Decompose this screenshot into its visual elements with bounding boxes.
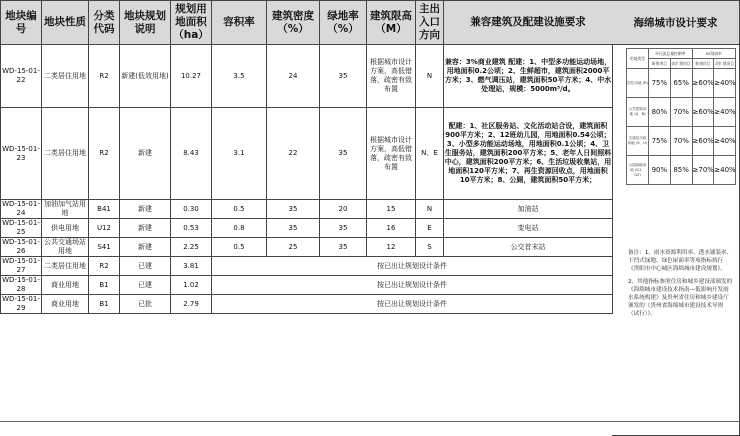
cell-area: 10.27	[171, 45, 212, 108]
table-row	[1, 200, 613, 219]
cell-desc: 已建	[120, 276, 171, 295]
cell-height: 16	[367, 219, 416, 238]
cell-id: WD-15-01-24	[2, 200, 40, 217]
sponge-row	[627, 98, 736, 127]
sponge-subhead: 新建项目	[692, 59, 714, 69]
sponge-city-panel	[612, 0, 740, 436]
sponge-col-head: 年径流总量控制率	[649, 49, 693, 59]
cell-area: 2.79	[171, 295, 212, 314]
cell-desc: 已建	[120, 257, 171, 276]
cell-far: 3.1	[212, 108, 267, 200]
cell-green: 35	[320, 45, 367, 108]
cell-nature: 公共交通场站用地	[42, 238, 89, 257]
cell-nature: 商业用地	[42, 295, 89, 314]
header-green: 绿地率（%）	[320, 1, 367, 45]
sponge-value: 75%	[649, 127, 671, 156]
cell-desc: 新建	[120, 200, 171, 219]
cell-id: WD-15-01-22	[1, 45, 42, 108]
cell-far: 3.5	[212, 45, 267, 108]
header-plot-no: 地块编号	[1, 1, 42, 45]
sponge-value: ≥40%	[714, 156, 736, 185]
sponge-row	[627, 127, 736, 156]
cell-height: 12	[367, 238, 416, 257]
cell-area: 3.81	[171, 257, 212, 276]
sponge-row-label: 公园绿地用地 (G1、G2)	[627, 156, 649, 185]
cell-code: S41	[89, 238, 120, 257]
cell-id: WD-15-01-23	[1, 108, 42, 200]
cell-green: 35	[320, 219, 367, 238]
cell-height: 15	[367, 200, 416, 219]
sponge-note: 备注：1、雨水资源利用率、透水铺装率、下凹式绿地、绿色屋面率等项指标执行《贵阳市中心城区海绵城市建设规划》。	[628, 250, 733, 273]
cell-desc: 已批	[120, 295, 171, 314]
cell-requirements: 加油站	[444, 200, 613, 219]
cell-id: WD-15-01-26	[2, 238, 40, 255]
cell-nature: 商业用地	[42, 276, 89, 295]
sponge-requirements-table	[626, 48, 736, 185]
cell-nature: 供电用地	[42, 219, 89, 238]
cell-height: 根据城市设计方案，高低错落，疏密有致布置	[367, 108, 416, 200]
cell-note: 按已出让规划设计条件	[212, 276, 613, 295]
table-row	[1, 238, 613, 257]
cell-requirements: 公交首末站	[444, 238, 613, 257]
header-nature: 地块性质	[42, 1, 89, 45]
cell-note: 按已出让规划设计条件	[212, 295, 613, 314]
sponge-value: ≥70%	[692, 156, 714, 185]
header-facilities: 兼容建筑及配建设施要求	[444, 1, 613, 45]
sponge-value: ≥40%	[714, 69, 736, 98]
header-desc: 地块规划说明	[120, 1, 171, 45]
cell-green: 35	[320, 108, 367, 200]
header-entrance: 主出入口方向	[416, 1, 444, 45]
table-row	[1, 257, 613, 276]
sponge-value: 70%	[670, 98, 692, 127]
table-header-row	[1, 1, 613, 45]
header-density: 建筑密度（%）	[267, 1, 320, 45]
cell-code: B1	[89, 295, 120, 314]
cell-nature: 二类居住用地	[42, 257, 89, 276]
cell-area: 8.43	[171, 108, 212, 200]
cell-density: 35	[267, 219, 320, 238]
table-row	[1, 108, 613, 200]
cell-requirements: 兼容：3%商业建筑 配建：1、中型多功能运动场地，用地面积0.2公顷；2、生鲜超市，建筑面积2000平方米；3、燃气调压站，建筑面积50平方米；4、中水处理站，规模：5000m³/d。	[444, 45, 613, 108]
cell-desc: 新建	[120, 108, 171, 200]
sponge-row-head: 用地类型	[627, 49, 649, 69]
sponge-value: ≥40%	[714, 98, 736, 127]
cell-code: R2	[89, 45, 120, 108]
sponge-col-head2: SS削减率	[692, 49, 736, 59]
cell-desc: 新建(低效用地)	[120, 45, 171, 108]
cell-nature: 二类居住用地	[42, 108, 89, 200]
cell-area: 0.53	[171, 219, 212, 238]
sponge-value: ≥40%	[714, 127, 736, 156]
cell-far: 0.5	[212, 200, 267, 219]
cell-id: WD-15-01-27	[2, 257, 40, 274]
cell-id: WD-15-01-25	[2, 219, 40, 236]
sponge-value: ≥60%	[692, 98, 714, 127]
cell-density: 35	[267, 200, 320, 219]
sponge-row	[627, 69, 736, 98]
cell-entrance: N	[416, 200, 444, 219]
cell-density: 22	[267, 108, 320, 200]
cell-far: 0.5	[212, 238, 267, 257]
header-height: 建筑限高（M）	[367, 1, 416, 45]
cell-code: B41	[89, 200, 120, 219]
cell-code: R2	[89, 257, 120, 276]
cell-code: B1	[89, 276, 120, 295]
cell-requirements: 变电站	[444, 219, 613, 238]
sponge-subhead: 改扩建项目	[714, 59, 736, 69]
sponge-value: 75%	[649, 69, 671, 98]
cell-green: 35	[320, 238, 367, 257]
cell-entrance: N、E	[416, 108, 444, 200]
cell-green: 20	[320, 200, 367, 219]
cell-nature: 二类居住用地	[42, 45, 89, 108]
sponge-value: 70%	[670, 127, 692, 156]
table-row	[1, 219, 613, 238]
cell-area: 1.02	[171, 276, 212, 295]
sponge-row-label: 公共建筑用地 (A、B)	[627, 98, 649, 127]
sponge-value: 80%	[649, 98, 671, 127]
sponge-value: ≥60%	[692, 69, 714, 98]
cell-entrance: N	[416, 45, 444, 108]
cell-area: 0.30	[171, 200, 212, 219]
sponge-notes	[628, 249, 734, 323]
cell-density: 24	[267, 45, 320, 108]
cell-nature: 加油加气站用地	[42, 200, 89, 219]
cell-note: 按已出让规划设计条件	[212, 257, 613, 276]
table-row	[1, 295, 613, 314]
header-area: 规划用地面积（ha）	[171, 1, 212, 45]
sponge-value: 90%	[649, 156, 671, 185]
cell-entrance: E	[416, 219, 444, 238]
cell-entrance: S	[416, 238, 444, 257]
table-row	[1, 276, 613, 295]
cell-desc: 新建	[120, 238, 171, 257]
table-row	[1, 45, 613, 108]
header-code: 分类代码	[89, 1, 120, 45]
sponge-title: 海绵城市设计要求	[612, 1, 739, 45]
sponge-subhead: 改扩建项目	[670, 59, 692, 69]
sponge-subhead: 新建项目	[649, 59, 671, 69]
cell-code: R2	[89, 108, 120, 200]
sponge-row-label: 交通及市政用地 (S、U)	[627, 127, 649, 156]
sponge-value: 65%	[670, 69, 692, 98]
cell-area: 2.25	[171, 238, 212, 257]
sponge-header-row	[627, 49, 736, 59]
cell-code: U12	[89, 219, 120, 238]
sponge-note: 2、其他指标参照住房和城乡建设部颁发的《海绵城市建设技术指南—低影响开发雨水系统构建》及贵州省住房和城乡建设厅颁发的《贵州省海绵城市建设技术导则（试行）》。	[628, 278, 733, 318]
header-far: 容积率	[212, 1, 267, 45]
sponge-value: ≥60%	[692, 127, 714, 156]
cell-requirements: 配建：1、社区服务站、文化活动站合设，建筑面积900平方米；2、12班幼儿园，用地面积0.54公顷；3、小型多功能运动场地，用地面积0.1公顷；4、卫生服务站，建筑面积200平方米；5、老年人日间照料中心，建筑面积200平方米；6、生活垃圾收集站，用地面积120平方米；7、再生资源回收点，用地面积10平方米；8、公厕，建筑面积50平方米；	[444, 108, 613, 200]
cell-id: WD-15-01-28	[2, 276, 40, 293]
cell-id: WD-15-01-29	[2, 295, 40, 312]
cell-far: 0.8	[212, 219, 267, 238]
sponge-row	[627, 156, 736, 185]
cell-density: 25	[267, 238, 320, 257]
cell-desc: 新建	[120, 219, 171, 238]
sponge-row-label: 居住用地 (R)	[627, 69, 649, 98]
sponge-value: 85%	[670, 156, 692, 185]
sheet-bottom-border	[0, 421, 740, 422]
cell-height: 根据城市设计方案，高低错落，疏密有致布置	[367, 45, 416, 108]
